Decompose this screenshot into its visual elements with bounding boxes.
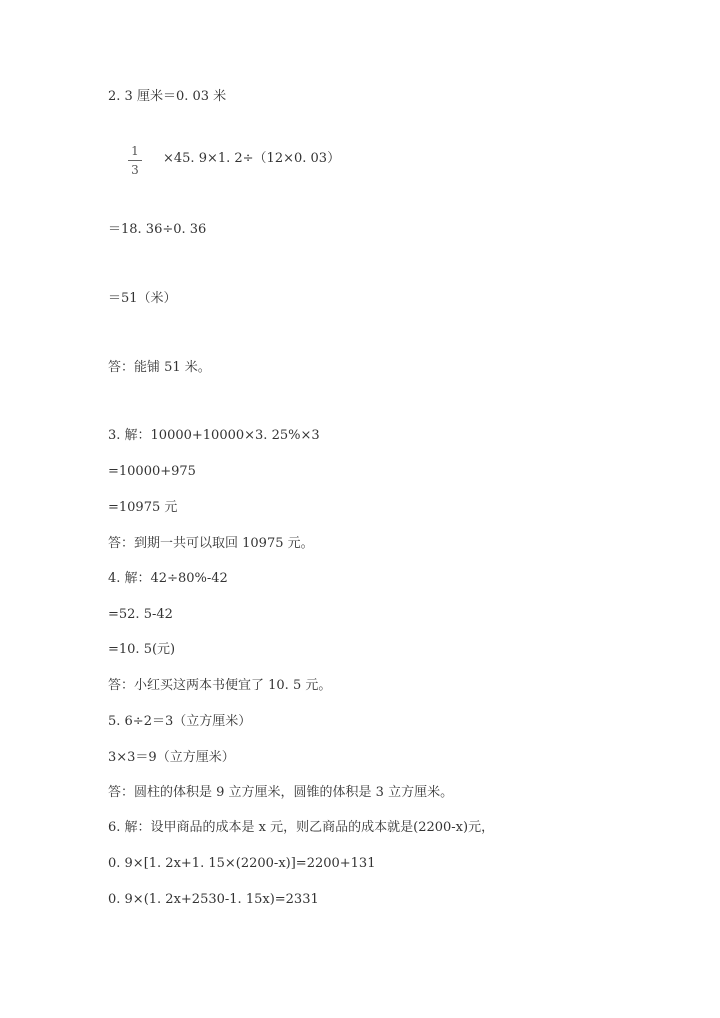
line-13: 6. 解：设甲商品的成本是 x 元，则乙商品的成本就是(2200-x)元， [108, 820, 495, 835]
fraction-numerator: 1 [131, 144, 139, 158]
line-8: 4. 解：42÷80%-42 [108, 571, 228, 586]
line-7: =10975 元 [108, 500, 178, 515]
line-5: 3. 解：10000+10000×3. 25%×3 [108, 428, 320, 443]
line-1: 2. 3 厘米＝0. 03 米 [108, 89, 227, 104]
line-12: 3×3＝9（立方厘米） [108, 750, 235, 765]
answer-line-4: 答：圆柱的体积是 9 立方厘米，圆锥的体积是 3 立方厘米。 [108, 785, 454, 800]
line-4: ＝51（米） [108, 291, 177, 306]
line-2: ×45. 9×1. 2÷（12×0. 03） [163, 151, 341, 166]
answer-line-2: 答：到期一共可以取回 10975 元。 [108, 536, 314, 551]
fraction-denominator: 3 [131, 163, 139, 177]
line-10: =10. 5(元) [108, 642, 176, 657]
line-14: 0. 9×[1. 2x+1. 15×(2200-x)]=2200+131 [108, 856, 376, 871]
line-15: 0. 9×(1. 2x+2530-1. 15x)=2331 [108, 892, 319, 907]
answer-line-3: 答：小红买这两本书便宜了 10. 5 元。 [108, 678, 332, 693]
line-9: =52. 5-42 [108, 607, 173, 622]
fraction-one-third [128, 144, 142, 177]
fraction-bar [128, 160, 142, 161]
line-3: ＝18. 36÷0. 36 [108, 222, 207, 237]
line-6: =10000+975 [108, 464, 196, 479]
answer-line-1: 答：能铺 51 米。 [108, 360, 211, 375]
line-11: 5. 6÷2＝3（立方厘米） [108, 714, 252, 729]
